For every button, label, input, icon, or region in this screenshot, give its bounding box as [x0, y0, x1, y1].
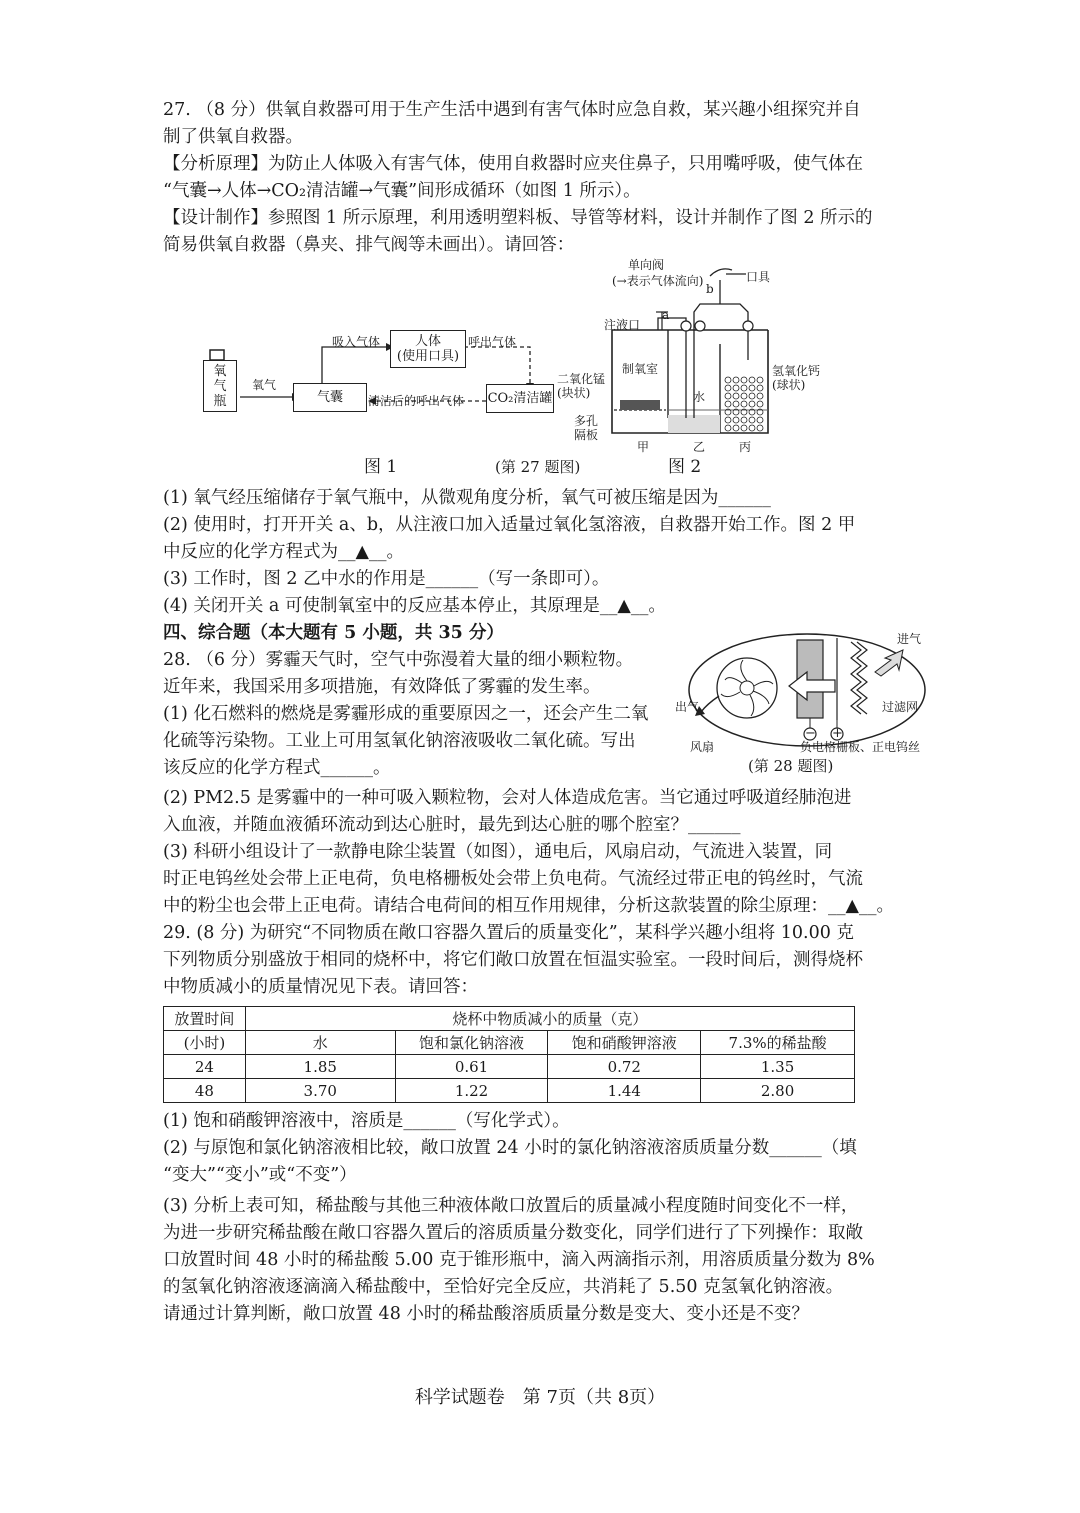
- q28-line-5: 该反应的化学方程式______。: [163, 758, 391, 778]
- q28-line-1: 28. （6 分）雾霾天气时，空气中弥漫着大量的细小颗粒物。: [163, 650, 634, 670]
- plus-terminal-label: +: [832, 726, 843, 741]
- mno2-label: 二氧化锰 (块状): [557, 372, 606, 400]
- filter-label: 过滤网: [882, 700, 919, 714]
- q29-line-1: 29. (8 分) 为研究“不同物质在敞口容器久置后的质量变化”，某科学兴趣小组将 10.00 克: [163, 923, 854, 943]
- human-box: 人体 (使用口具): [390, 330, 466, 368]
- inhale-label: 吸入气体: [332, 335, 381, 349]
- valve-label: 单向阀: [628, 258, 665, 272]
- calcium-hydroxide-label: 氢氧化钙 (球状): [772, 364, 821, 392]
- table-cell: 24: [164, 1055, 246, 1079]
- column-header: 饱和氯化钠溶液: [395, 1031, 548, 1055]
- q28-line-2: 近年来，我国采用多项措施，有效降低了雾霾的发生率。: [163, 677, 601, 697]
- table-cell: 1.44: [548, 1079, 701, 1103]
- q27-line-4: “气囊→人体→CO₂清洁罐→气囊”间形成循环（如图 1 所示）。: [163, 181, 641, 201]
- section-4-heading: 四、综合题（本大题有 5 小题，共 35 分）: [163, 623, 504, 643]
- q27-question-3: (3) 工作时，图 2 乙中水的作用是______（写一条即可）。: [163, 569, 610, 589]
- exhale-label: 呼出气体: [468, 335, 517, 349]
- q27-question-4: (4) 关闭开关 a 可使制氧室中的反应基本停止，其原理是__▲__。: [163, 596, 666, 616]
- column-header: 水: [245, 1031, 395, 1055]
- q29-question-2b: “变大”“变小”或“不变”）: [163, 1165, 357, 1185]
- time-header-top: 放置时间: [164, 1007, 246, 1031]
- q27-question-2b: 中反应的化学方程式为__▲__。: [163, 542, 404, 562]
- oxygen-label: 氧气: [252, 378, 277, 392]
- figure-28-caption: (第 28 题图): [748, 757, 834, 775]
- electrodes-label: 负电格栅板、正电钨丝: [800, 740, 921, 754]
- switch-b-label: b: [706, 282, 714, 296]
- table-cell: 3.70: [245, 1079, 395, 1103]
- table-row: [164, 1079, 855, 1103]
- q29-question-2a: (2) 与原饱和氯化钠溶液相比较，敞口放置 24 小时的氯化钠溶液溶质质量分数______（填: [163, 1138, 857, 1158]
- airbag-box: 气囊: [293, 383, 367, 412]
- q29-question-1: (1) 饱和硝酸钾溶液中，溶质是______（写化学式）。: [163, 1111, 570, 1131]
- switch-a-label: a: [662, 308, 670, 322]
- q27-line-3: 【分析原理】为防止人体吸入有害气体，使用自救器时应夹住鼻子，只用嘴呼吸，使气体在: [163, 154, 863, 174]
- section-jia-label: 甲: [637, 440, 650, 454]
- mass-loss-table: [163, 1006, 855, 1103]
- figure-1-caption: 图 1: [364, 457, 398, 477]
- porous-plate-label: 多孔 隔板: [574, 414, 599, 442]
- table-cell: 1.22: [395, 1079, 548, 1103]
- q29-question-3a: (3) 分析上表可知，稀盐酸与其他三种液体敞口放置后的质量减小程度随时间变化不一样，: [163, 1196, 859, 1216]
- table-row: [164, 1055, 855, 1079]
- q27-line-5: 【设计制作】参照图 1 所示原理，利用透明塑料板、导管等材料，设计并制作了图 2 所示的: [163, 208, 873, 228]
- q29-question-3c: 口放置时间 48 小时的稀盐酸 5.00 克于锥形瓶中，滴入两滴指示剂，用溶质质量分数为 8%: [163, 1250, 875, 1270]
- q28-question-2a: (2) PM2.5 是雾霾中的一种可吸入颗粒物，会对人体造成危害。当它通过呼吸道经肺泡进: [163, 788, 852, 808]
- page-footer: 科学试题卷 第 7页（共 8页）: [414, 1387, 666, 1408]
- oxygen-bottle: 氧 气 瓶: [203, 360, 237, 412]
- water-label: 水: [693, 390, 706, 404]
- q27-line-6: 简易供氧自救器（鼻夹、排气阀等未画出）。请回答：: [163, 235, 575, 255]
- fan-label: 风扇: [690, 740, 715, 754]
- co2-canister-box: CO₂清洁罐: [486, 384, 554, 413]
- oxygen-chamber-label: 制氧室: [622, 362, 659, 376]
- time-header-bottom: (小时): [164, 1031, 246, 1055]
- q27-line-2: 制了供氧自救器。: [163, 127, 303, 147]
- inlet-air-label: 进气: [897, 632, 922, 646]
- table-cell: 2.80: [701, 1079, 855, 1103]
- column-header: 饱和硝酸钾溶液: [548, 1031, 701, 1055]
- q29-question-3d: 的氢氧化钠溶液逐滴滴入稀盐酸中，至恰好完全反应，共消耗了 5.50 克氢氧化钠溶液。: [163, 1277, 844, 1297]
- column-header: 7.3%的稀盐酸: [701, 1031, 855, 1055]
- q29-line-3: 中物质减小的质量情况见下表。请回答：: [163, 977, 478, 997]
- section-bing-label: 丙: [739, 440, 752, 454]
- table-cell: 0.72: [548, 1055, 701, 1079]
- table-cell: 48: [164, 1079, 246, 1103]
- table-cell: 1.85: [245, 1055, 395, 1079]
- q28-line-3: (1) 化石燃料的燃烧是雾霾形成的重要原因之一，还会产生二氧: [163, 704, 649, 724]
- q27-figure-title: (第 27 题图): [495, 458, 581, 476]
- q28-question-3c: 中的粉尘也会带上正电荷。请结合电荷间的相互作用规律，分析这款装置的除尘原理：__▲__。: [163, 896, 894, 916]
- q27-line-1: 27. （8 分）供氧自救器可用于生产生活中遇到有害气体时应急自救，某兴趣小组探究并自: [163, 100, 861, 120]
- q28-question-3a: (3) 科研小组设计了一款静电除尘装置（如图），通电后，风扇启动，气流进入装置，同: [163, 842, 833, 862]
- q29-line-2: 下列物质分别盛放于相同的烧杯中，将它们敞口放置在恒温实验室。一段时间后，测得烧杯: [163, 950, 863, 970]
- section-yi-label: 乙: [693, 440, 706, 454]
- minus-terminal-label: −: [805, 726, 816, 741]
- mouthpiece-label: 口具: [746, 270, 771, 284]
- inlet-label: 注液口: [604, 318, 641, 332]
- q27-question-1: (1) 氧气经压缩储存于氧气瓶中，从微观角度分析，氧气可被压缩是因为______: [163, 488, 771, 508]
- q28-question-3b: 时正电钨丝处会带上正电荷，负电格栅板处会带上负电荷。气流经过带正电的钨丝时，气流: [163, 869, 863, 889]
- figure-2-caption: 图 2: [668, 457, 702, 477]
- cleaned-gas-label: 清洁后的呼出气体: [368, 394, 465, 408]
- q29-question-3b: 为进一步研究稀盐酸在敞口容器久置后的溶质质量分数变化，同学们进行了下列操作：取敞: [163, 1223, 863, 1243]
- q27-question-2a: (2) 使用时，打开开关 a、b，从注液口加入适量过氧化氢溶液，自救器开始工作。图 2 甲: [163, 515, 856, 535]
- outlet-air-label: 出气: [675, 700, 700, 714]
- table-cell: 1.35: [701, 1055, 855, 1079]
- group-header: 烧杯中物质减小的质量（克）: [245, 1007, 854, 1031]
- valve-note: (→表示气体流向): [612, 274, 704, 288]
- q28-line-4: 化硫等污染物。工业上可用氢氧化钠溶液吸收二氧化硫。写出: [163, 731, 636, 751]
- q28-question-2b: 入血液，并随血液循环流动到达心脏时，最先到达心脏的哪个腔室？______: [163, 815, 741, 835]
- table-cell: 0.61: [395, 1055, 548, 1079]
- q29-question-3e: 请通过计算判断，敞口放置 48 小时的稀盐酸溶质质量分数是变大、变小还是不变？: [163, 1304, 809, 1324]
